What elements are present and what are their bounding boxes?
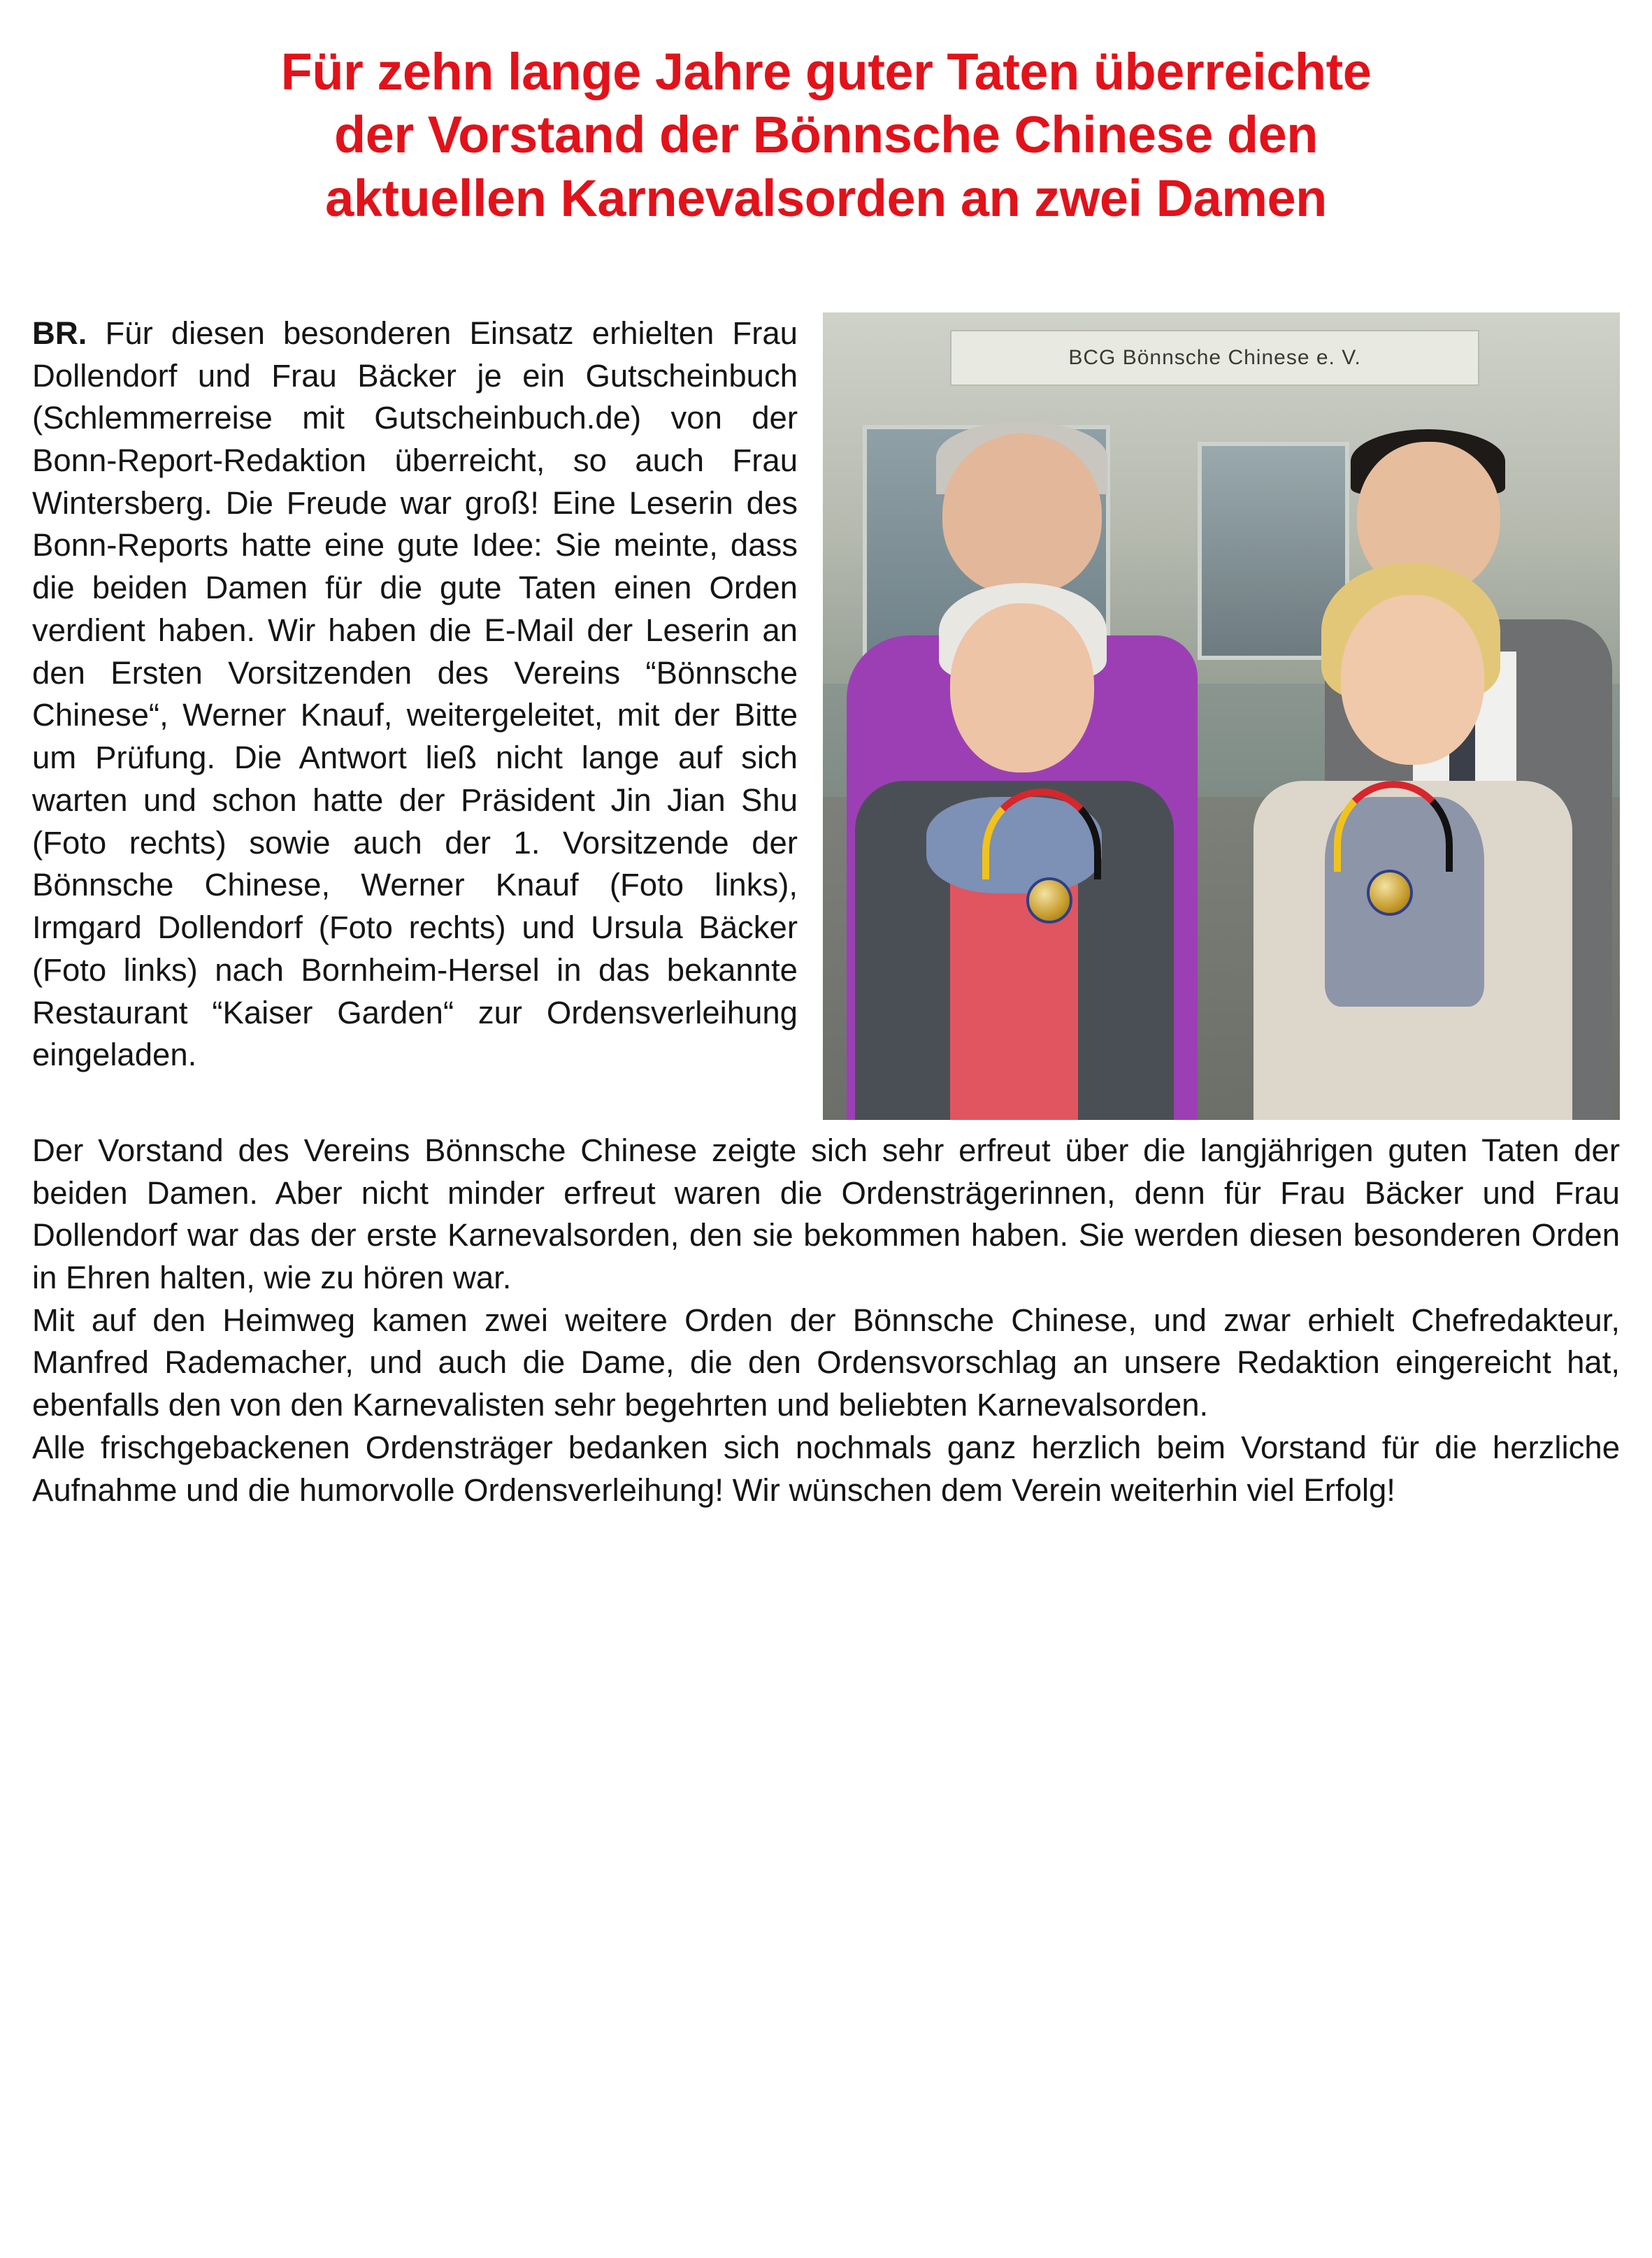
photo-person-woman-right-head bbox=[1341, 595, 1484, 765]
article-body bbox=[32, 312, 1620, 1512]
article-paragraph-3: Mit auf den Heimweg kamen zwei weitere Orden der Bönnsche Chinese, und zwar erhielt Chefredakteur, Manfred Rademacher, und auch die Dame, die den Ordensvorschlag an unsere Redaktion eingereicht hat, ebenfalls den von den Karnevalisten sehr begehrten und beliebten Karnevalsorden. bbox=[32, 1302, 1620, 1423]
photo-person-man-left-head bbox=[942, 433, 1102, 595]
page-title bbox=[64, 41, 1588, 230]
article-paragraph-2: Der Vorstand des Vereins Bönnsche Chinese zeigte sich sehr erfreut über die langjährigen guten Taten der beiden Damen. Aber nicht minder erfreut waren die Ordensträgerinnen, denn für Frau Bäcker und Frau Dollendorf war das der erste Karnevalsorden, den sie bekommen haben. Sie werden diesen besonderen Orden in Ehren halten, wie zu hören war. bbox=[32, 1132, 1620, 1295]
photo-medal-right-icon bbox=[1367, 870, 1413, 916]
photo-club-banner: BCG Bönnsche Chinese e. V. bbox=[950, 330, 1479, 386]
headline-line-1: Für zehn lange Jahre guter Taten überreichte bbox=[280, 43, 1372, 101]
article-photo bbox=[823, 312, 1620, 1120]
photo-person-woman-left-head bbox=[950, 603, 1093, 773]
article-paragraph-4: Alle frischgebackenen Ordensträger bedanken sich nochmals ganz herzlich beim Vorstand für die herzliche Aufnahme und die humorvolle Ordensverleihung! Wir wünschen dem Verein weiterhin viel Erfolg! bbox=[32, 1429, 1620, 1508]
photo-medal-left-icon bbox=[1026, 877, 1072, 923]
headline-line-2: der Vorstand der Bönnsche Chinese den bbox=[334, 106, 1318, 164]
headline-line-3: aktuellen Karnevalsorden an zwei Damen bbox=[325, 168, 1327, 227]
article-byline: BR. bbox=[32, 315, 87, 351]
article-lead-text: Für diesen besonderen Einsatz erhielten Frau Dollendorf und Frau Bäcker je ein Gutscheinbuch (Schlemmerreise mit Gutscheinbuch.de) von der Bonn-Report-Redaktion überreicht, so auch Frau Wintersberg. Die Freude war groß! Eine Leserin des Bonn-Reports hatte eine gute Idee: Sie meinte, dass die beiden Damen für die gute Taten einen Orden verdient haben. Wir haben die E-Mail der Leserin an den Ersten Vorsitzenden des Vereins “Bönnsche Chinese“, Werner Knauf, weitergeleitet, mit der Bitte um Prüfung. Die Antwort ließ nicht lange auf sich warten und schon hatte der Präsident Jin Jian Shu (Foto rechts) sowie auch der 1. Vorsitzende der Bönnsche Chinese, Werner Knauf (Foto links), Irmgard Dollendorf (Foto rechts) und Ursula Bäcker (Foto links) nach Bornheim-Hersel in das bekannte Restaurant “Kaiser Garden“ zur Ordensverleihung eingeladen. bbox=[32, 315, 798, 1073]
